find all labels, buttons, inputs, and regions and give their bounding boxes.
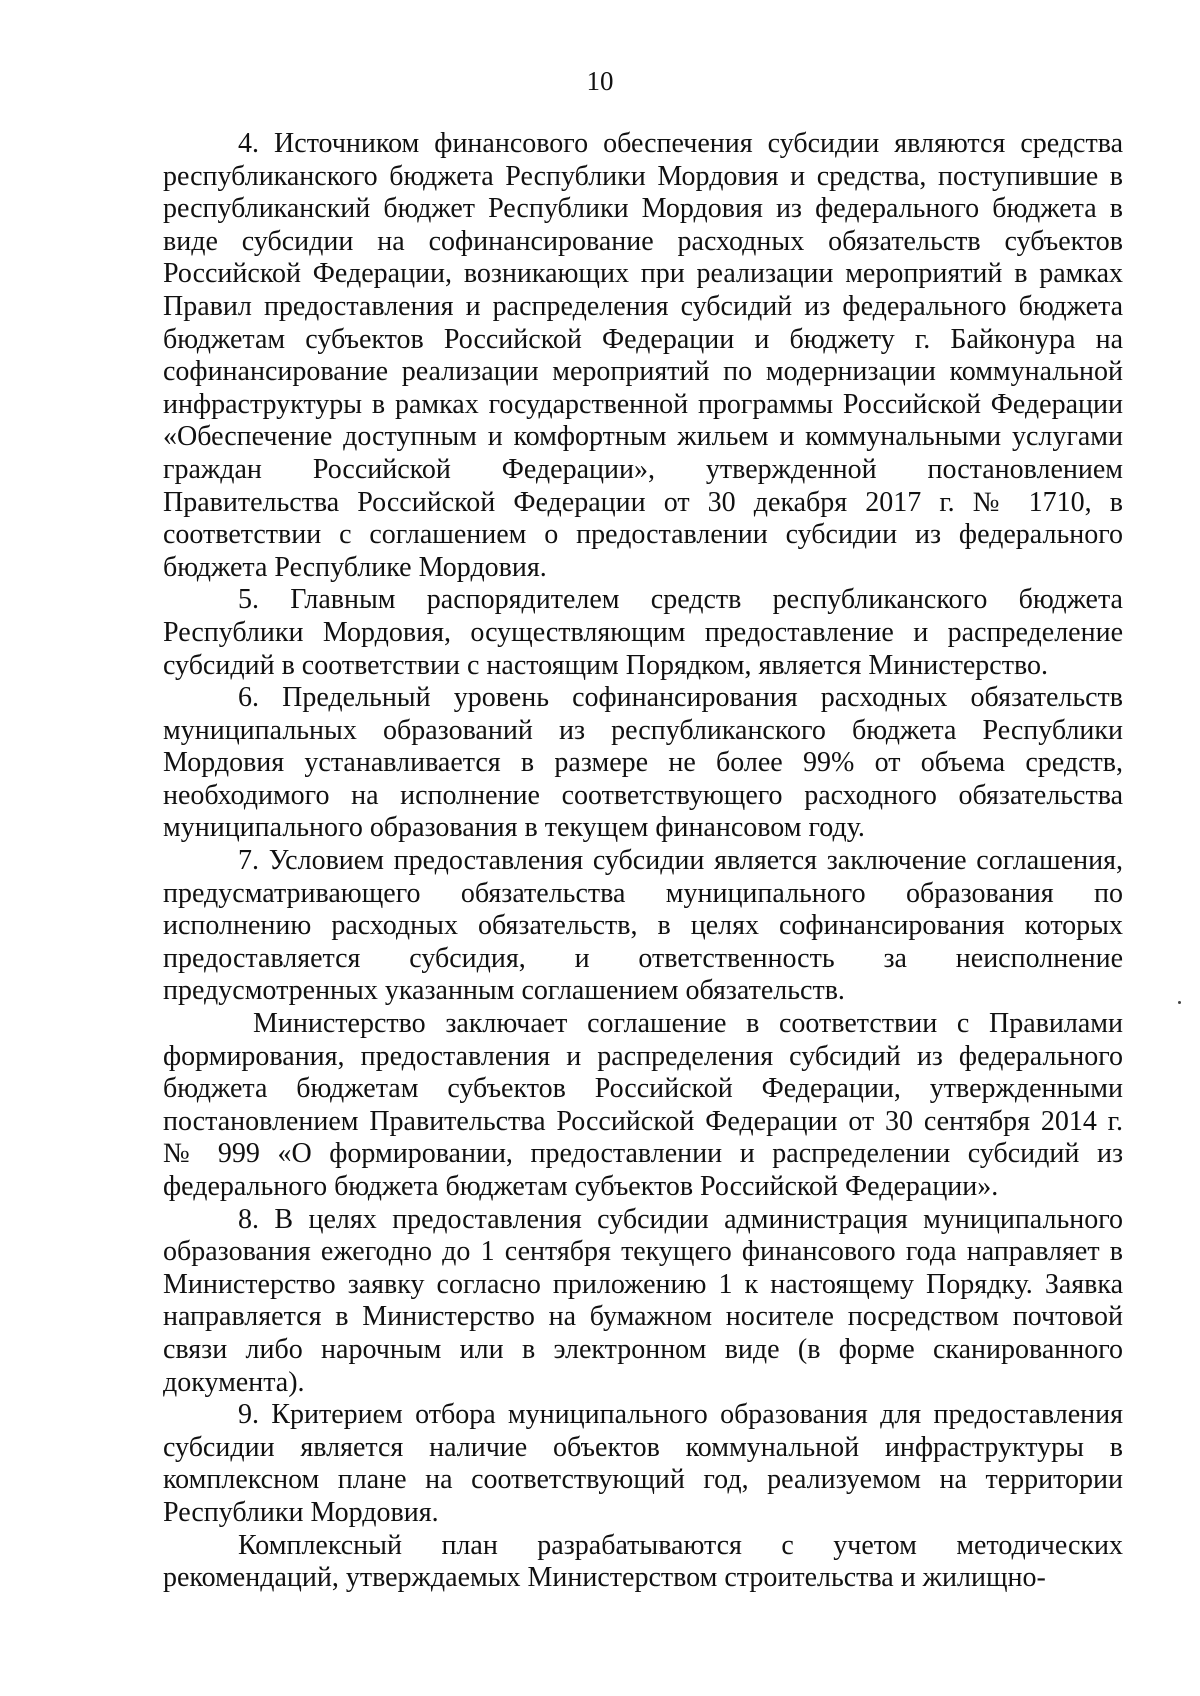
paragraph-ministry-agreement: Министерство заключает соглашение в соответствии с Правилами формирования, предоставления и распределения субсидий из федерального бюджета бюджетам субъектов Российской Федерации, утвержденными постановлением Правительства Российской Федерации от 30 сентября 2014 г. № 999 «О формировании, предоставлении и распределении субсидий из федерального бюджета бюджетам субъектов Российской Федерации». (163, 1008, 1123, 1202)
paragraph-4-funding-source: 4. Источником финансового обеспечения субсидии являются средства республиканского бюджета Республики Мордовия и средства, поступившие в республиканский бюджет Республики Мордовия из федерального бюджета в виде субсидии на софинансирование расходных обязательств субъектов Российской Федерации, возникающих при реализации мероприятий в рамках Правил предоставления и распределения субсидий из федерального бюджета бюджетам субъектов Российской Федерации и бюджету г. Байконура на софинансирование реализации мероприятий по модернизации коммунальной инфраструктуры в рамках государственной программы Российской Федерации «Обеспечение доступным и комфортным жильем и коммунальными услугами граждан Российской Федерации», утвержденной постановлением Правительства Российской Федерации от 30 декабря 2017 г. № 1710, в соответствии с соглашением о предоставлении субсидии из федерального бюджета Республике Мордовия. (163, 128, 1123, 583)
scan-speck (1178, 1001, 1181, 1004)
document-body (163, 128, 1123, 1595)
paragraph-7-subsidy-condition: 7. Условием предоставления субсидии является заключение соглашения, предусматривающего обязательства муниципального образования по исполнению расходных обязательств, в целях софинансирования которых предоставляется субсидия, и ответственность за неисполнение предусмотренных указанным соглашением обязательств. (163, 845, 1123, 1007)
page-number: 10 (586, 66, 614, 96)
paragraph-5-main-administrator: 5. Главным распорядителем средств республиканского бюджета Республики Мордовия, осуществляющим предоставление и распределение субсидий в соответствии с настоящим Порядком, является Министерство. (163, 584, 1123, 681)
paragraph-complex-plan: Комплексный план разрабатываются с учетом методических рекомендаций, утверждаемых Министерством строительства и жилищно- (163, 1529, 1123, 1594)
paragraph-8-application: 8. В целях предоставления субсидии администрация муниципального образования ежегодно до 1 сентября текущего финансового года направляет в Министерство заявку согласно приложению 1 к настоящему Порядку. Заявка направляется в Министерство на бумажном носителе посредством почтовой связи либо нарочным или в электронном виде (в форме сканированного документа). (163, 1203, 1123, 1398)
paragraph-9-selection-criterion: 9. Критерием отбора муниципального образования для предоставления субсидии является наличие объектов коммунальной инфраструктуры в комплексном плане на соответствующий год, реализуемом на территории Республики Мордовия. (163, 1399, 1123, 1528)
paragraph-6-cofinancing-level: 6. Предельный уровень софинансирования расходных обязательств муниципальных образований из республиканского бюджета Республики Мордовия устанавливается в размере не более 99% от объема средств, необходимого на исполнение соответствующего расходного обязательства муниципального образования в текущем финансовом году. (163, 682, 1123, 844)
